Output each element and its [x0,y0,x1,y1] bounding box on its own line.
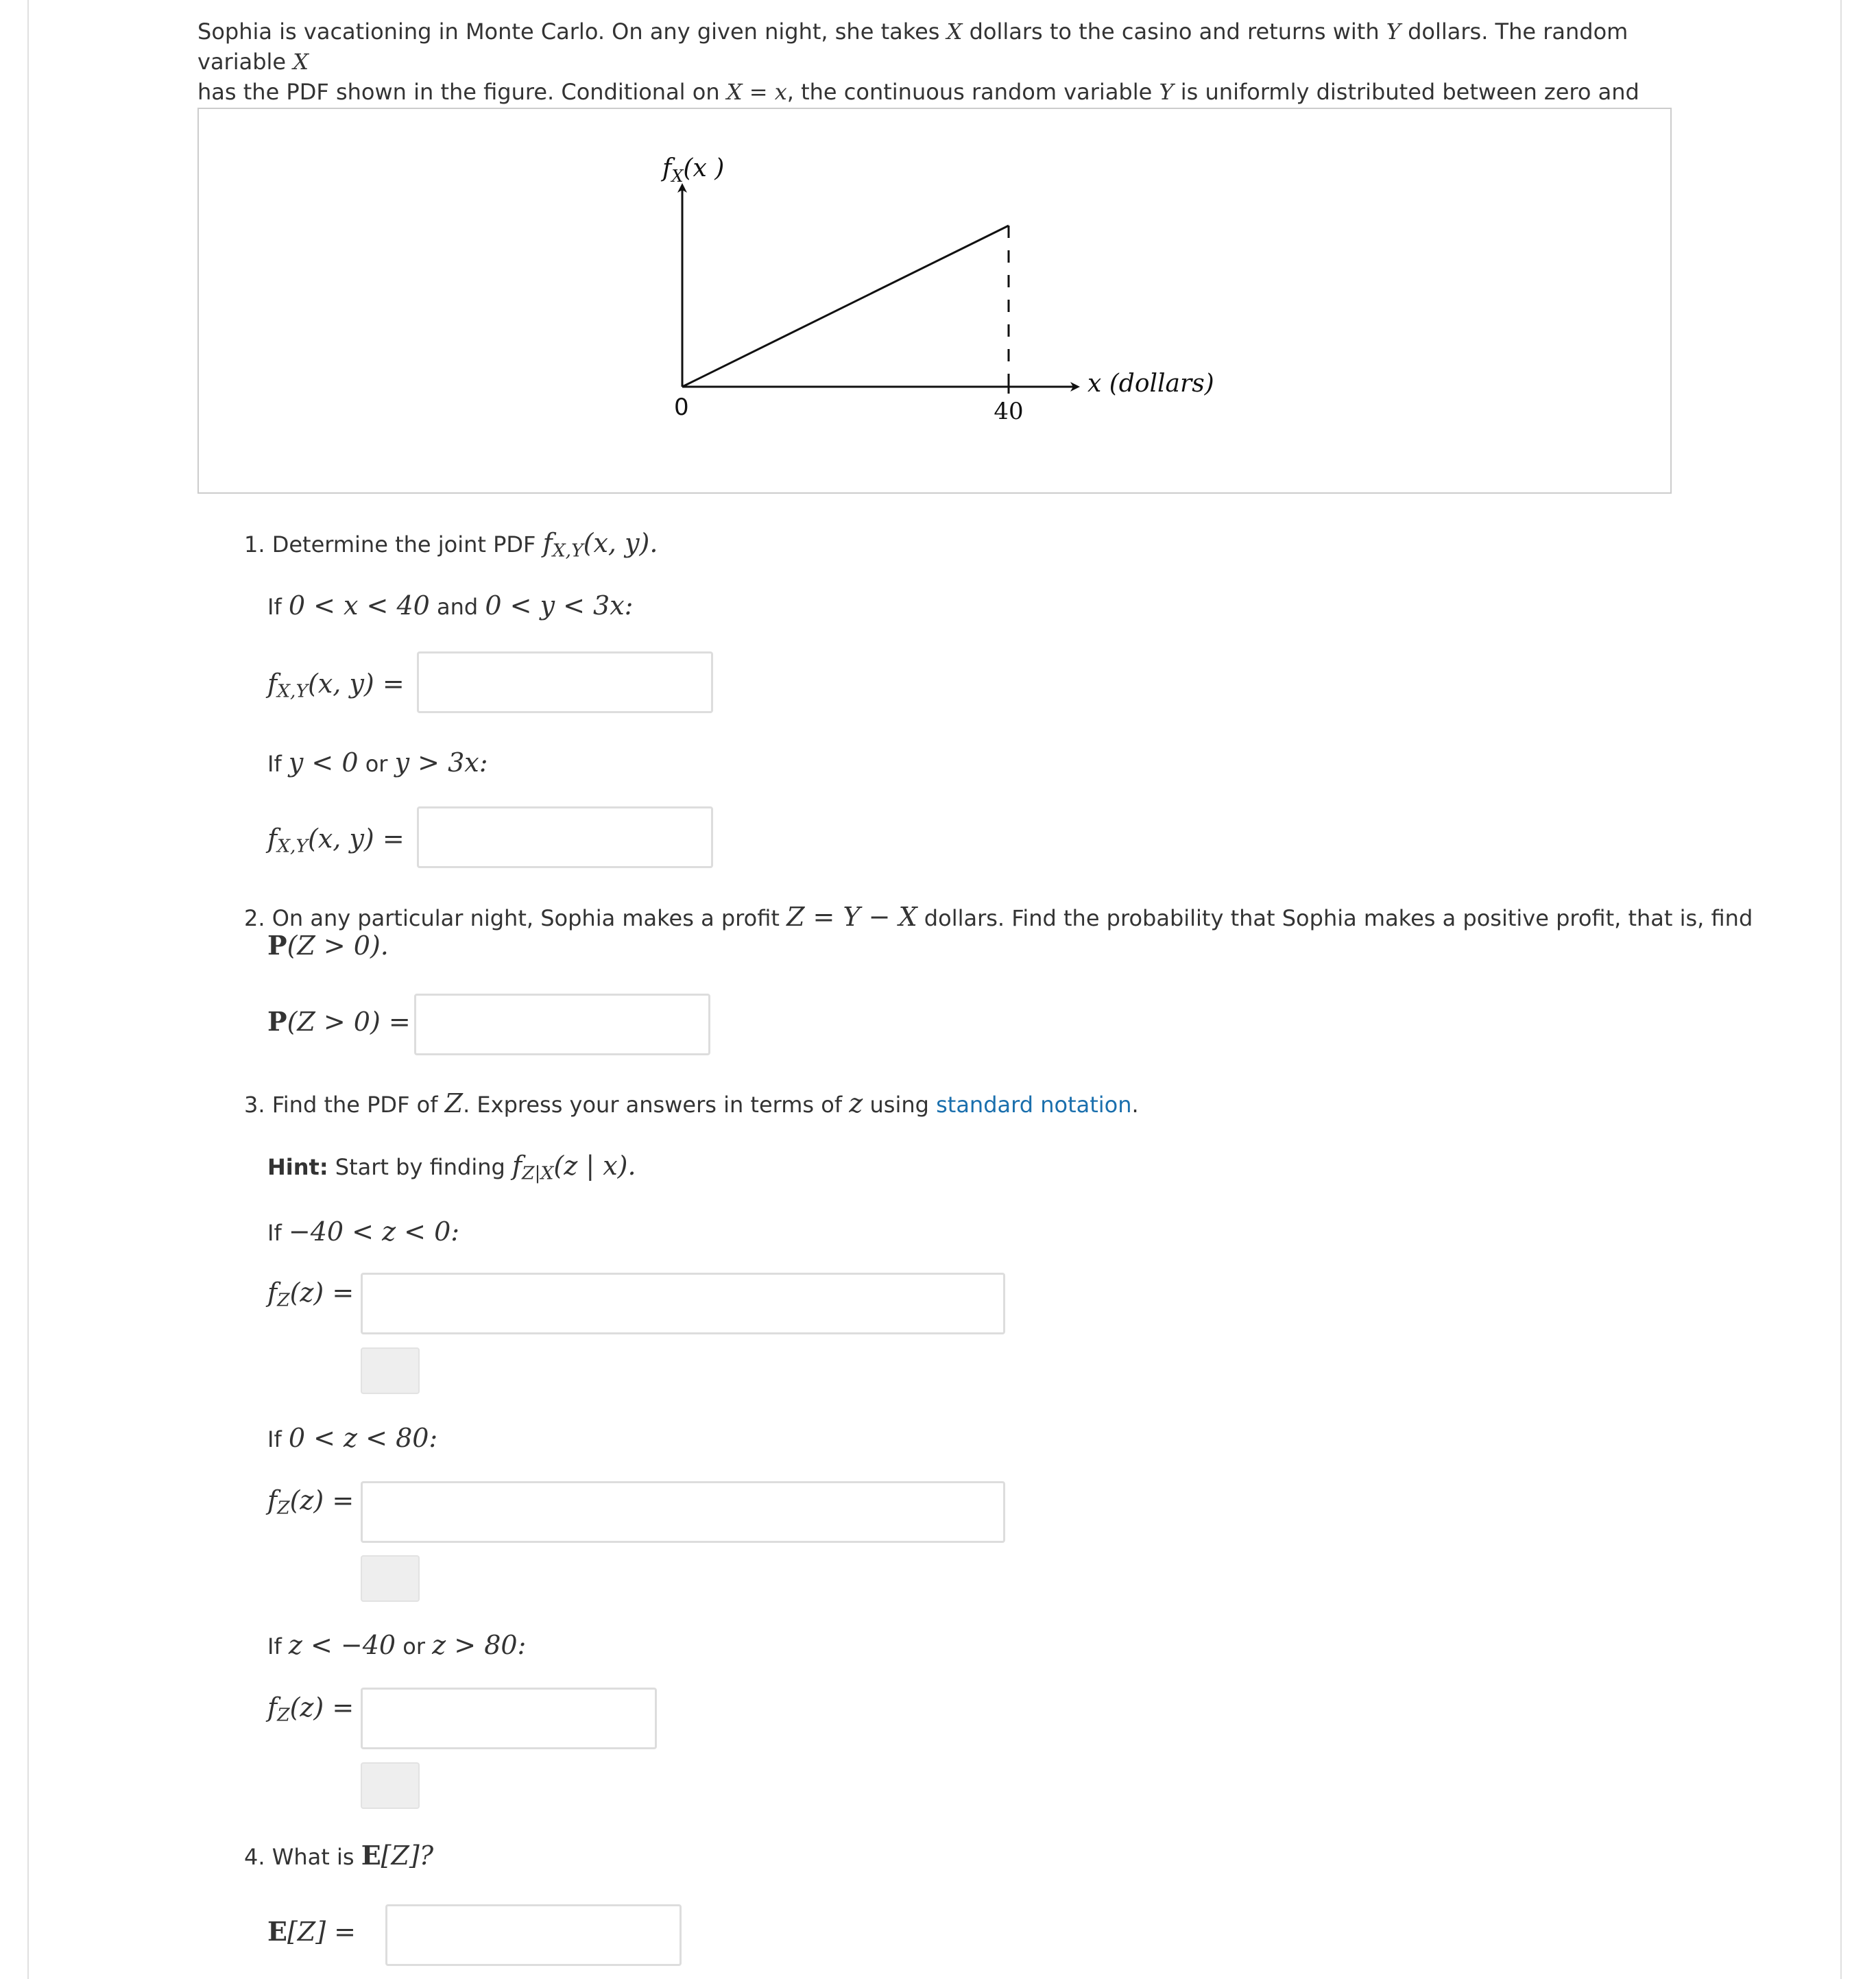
tick-forty-label: 40 [994,398,1024,425]
positive-profit-prob-input[interactable] [414,994,710,1055]
q4-lhs: E[Z] = [267,1916,356,1947]
q3-case-2: If 0 < z < 80: [267,1423,438,1453]
question-1: 1. Determine the joint PDF $f_{X,Y}(x$, y). [244,528,658,562]
q3-case-3: If z < −40 or z > 80: [267,1630,527,1660]
pdf-z-input-positive[interactable] [361,1481,1005,1543]
joint-pdf-input-inside[interactable] [417,651,713,713]
expected-z-input[interactable] [385,1904,682,1966]
question-4: 4. What is E[Z]? [244,1840,434,1871]
math-preview-1 [361,1347,420,1394]
q3-case-1: If −40 < z < 0: [267,1216,460,1247]
problem-intro: Sophia is vacationing in Monte Carlo. On any given night, she takes X dollars to the casino and returns with Y dollars. The random variable X has the PDF shown in the figure. Conditional on X = x, the continuous random variable Y is uniformly distributed between zero and [197,19,1639,105]
q3-lhs-3: $f_Z(z)$ = [267,1692,354,1726]
x-axis-label: x (dollars) [1087,370,1214,398]
y-axis-label: $f_X(x$ ) [662,154,725,186]
q1-lhs-2: $f_{X,Y}(x$, y) = [267,824,405,857]
question-2: 2. On any particular night, Sophia makes a profit Z = Y − X dollars. Find the probability that Sophia makes a positive profit, that is, find [244,902,1753,932]
question-3: 3. Find the PDF of Z. Express your answers in terms of z using standard notation. [244,1088,1139,1118]
standard-notation-link[interactable]: standard notation [936,1092,1132,1118]
q3-lhs-2: $f_Z(z)$ = [267,1485,354,1519]
density-line [682,226,1009,387]
q1-condition-2: If y < 0 or y > 3x: [267,747,488,778]
math-preview-2 [361,1555,420,1602]
question-2-cont: P(Z > 0). [267,930,389,961]
pdf-figure [197,108,1672,494]
q3-hint: Hint: Start by finding $f_{Z|X}(z$ | x). [267,1151,636,1184]
q2-lhs: P(Z > 0) = [267,1006,411,1037]
math-preview-3 [361,1762,420,1809]
q1-lhs-1: $f_{X,Y}(x$, y) = [267,669,405,702]
tick-zero-label: 0 [674,394,689,421]
pdf-plot [199,109,1673,495]
q3-lhs-1: $f_Z(z)$ = [267,1278,354,1311]
q1-condition-1: If 0 < x < 40 and 0 < y < 3x: [267,590,634,621]
joint-pdf-input-outside[interactable] [417,806,713,868]
pdf-z-input-negative[interactable] [361,1273,1005,1334]
pdf-z-input-outside[interactable] [361,1688,657,1749]
